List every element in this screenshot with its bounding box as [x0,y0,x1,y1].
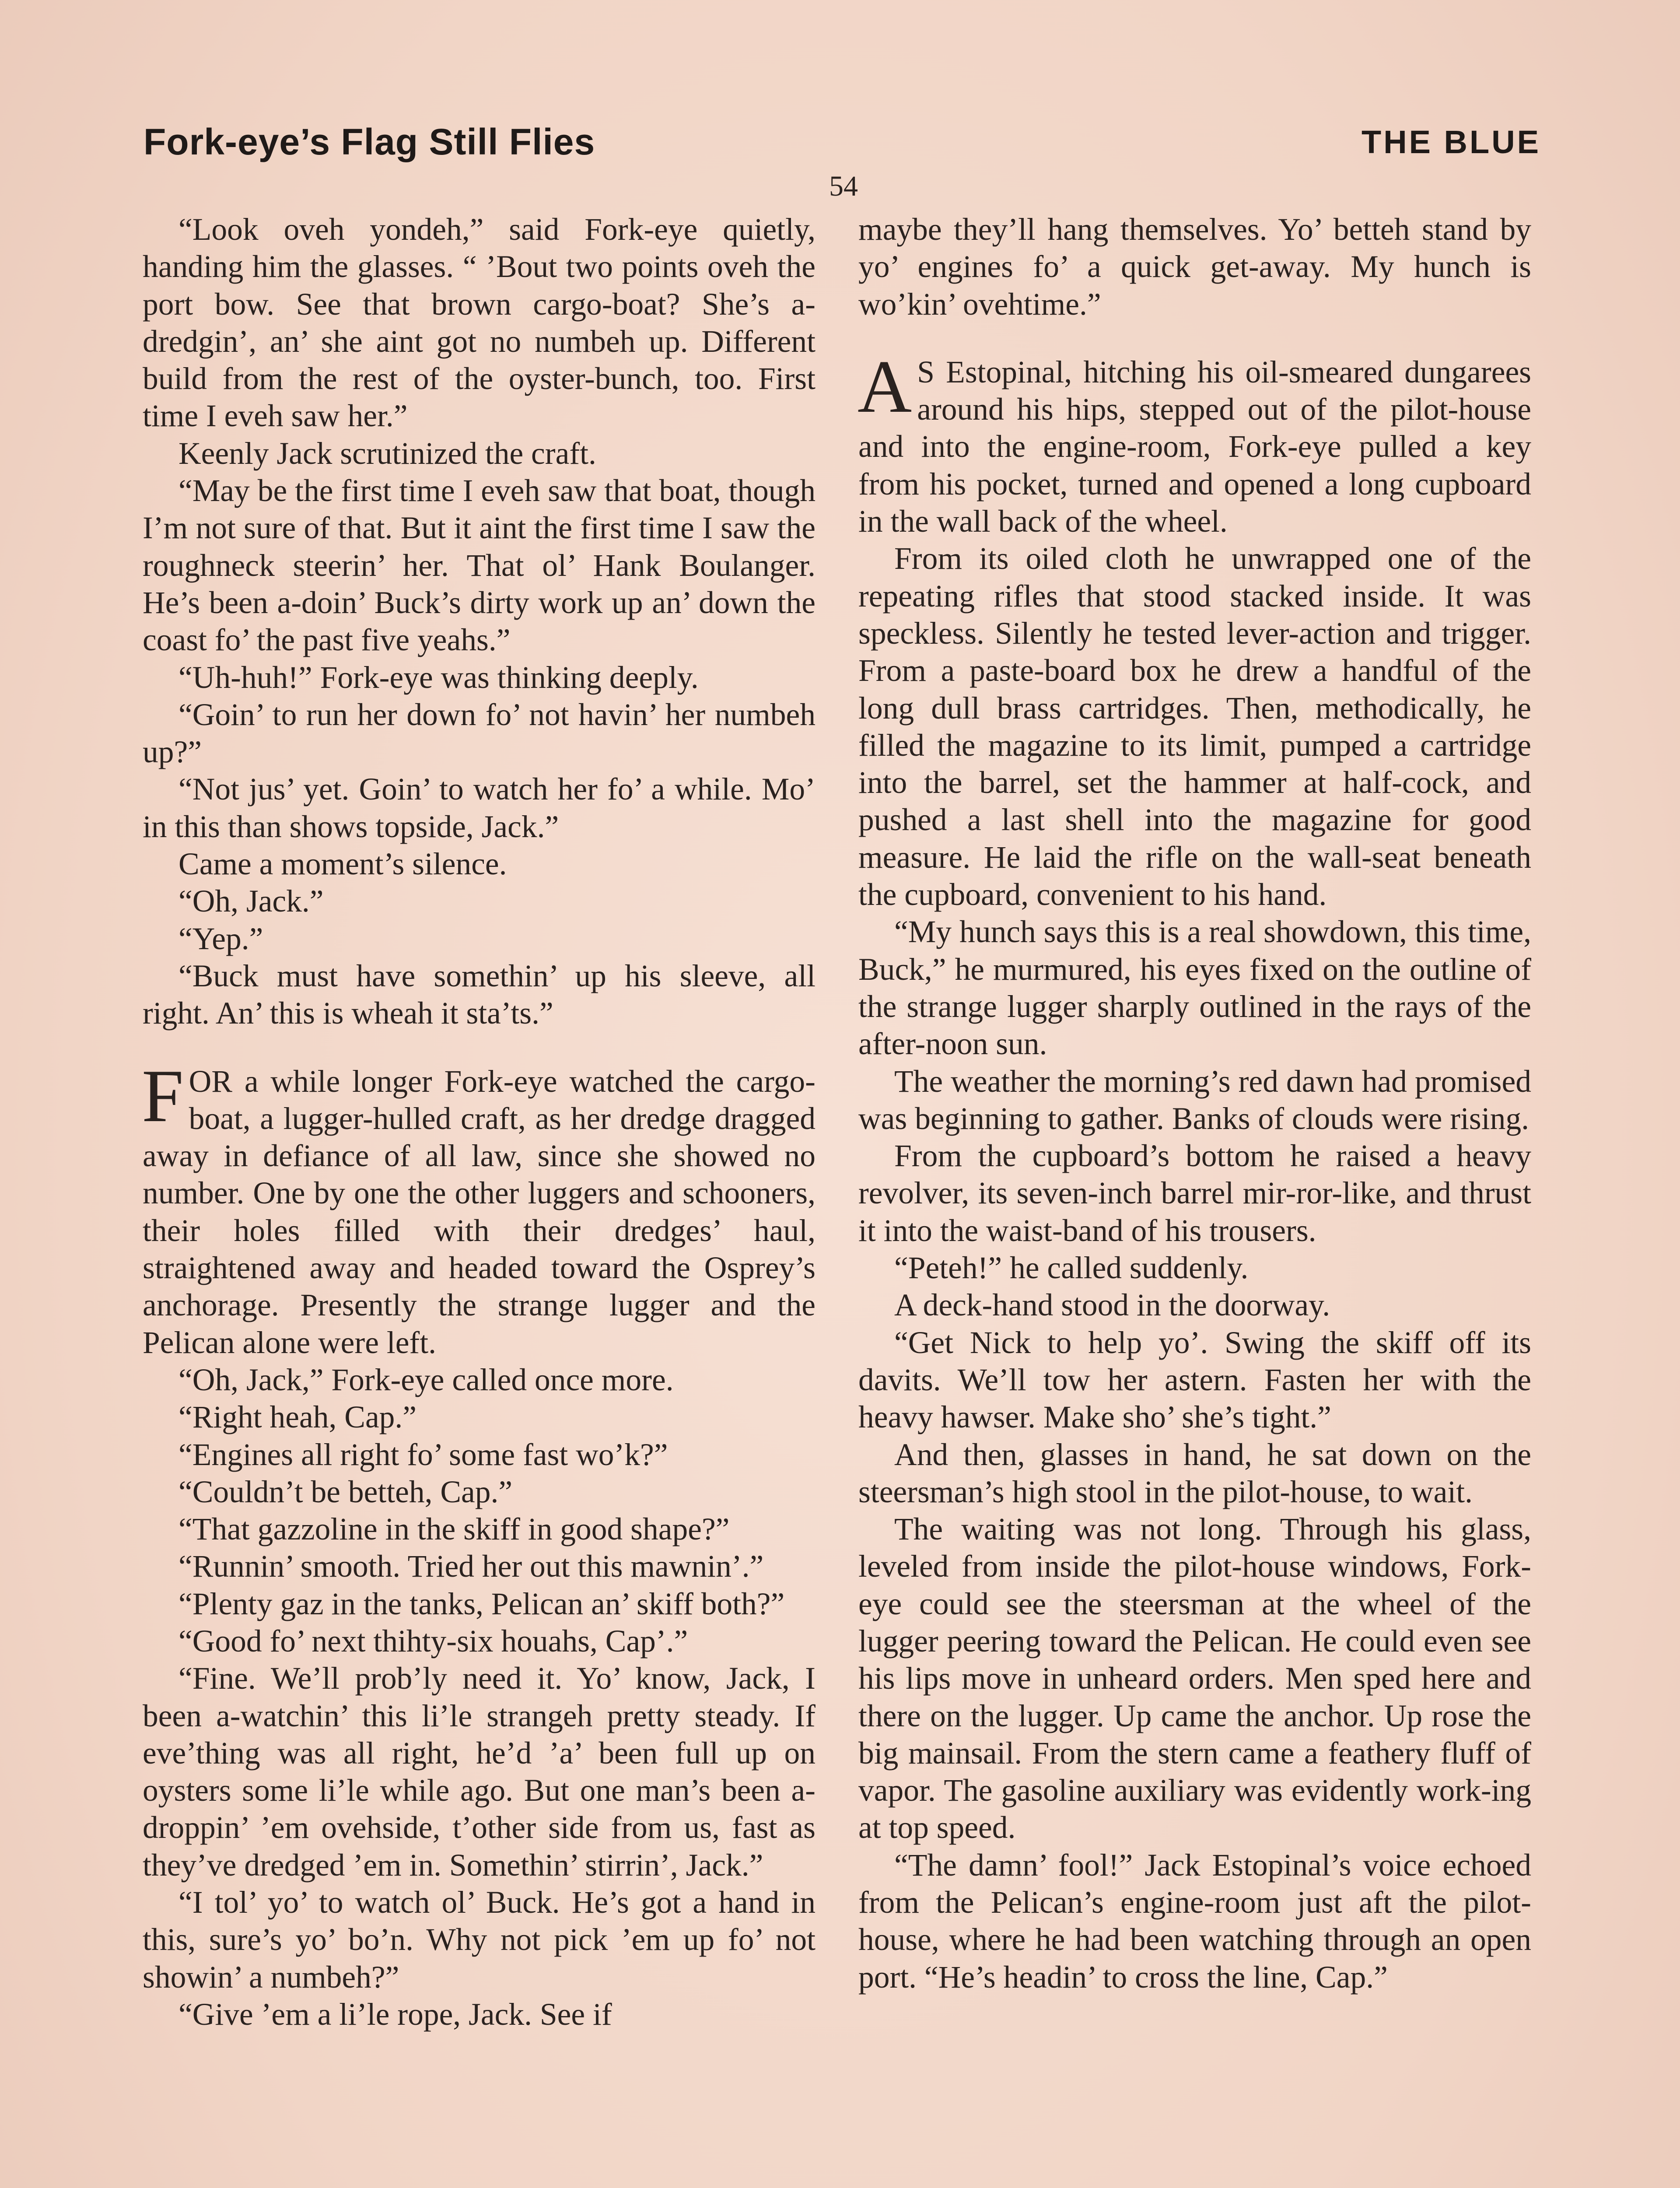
paragraph-text: “Plenty gaz in the tanks, Pelican an’ skiff both?” [178,1586,785,1621]
paragraph-text: Estopinal, hitching his oil-smeared dungarees around his hips, stepped out of the pilot-house and into the engine-room, Fork-eye pulled a key from his pocket, turned and opened a long cupboard in the wall back of the wheel. [858,354,1531,539]
paragraph-text: “My hunch says this is a real showdown, this time, Buck,” he murmured, his eyes fixed on the outline of the strange lugger sharply outlined in the rays of the after-noon sun. [858,915,1531,1062]
paragraph-text: “Engines all right fo’ some fast wo’k?” [178,1437,668,1472]
paragraph [858,1511,1531,1847]
text-column-left [143,211,816,2033]
paragraph-text: “Look oveh yondeh,” said Fork-eye quietly, handing him the glasses. “ ’Bout two points oveh the port bow. See that brown cargo-boat? She’s a-dredgin’, an’ she aint got no numbeh up. Different build from the rest of the oyster-bunch, too. First time I eveh saw her.” [143,212,816,434]
paragraph-text: “I tol’ yo’ to watch ol’ Buck. He’s got a hand in this, sure’s yo’ bo’n. Why not pick ’em up fo’ not showin’ a numbeh?” [143,1885,816,1995]
small-caps-lead: OR [189,1064,232,1099]
paragraph [143,845,816,883]
paragraph [858,540,1531,913]
magazine-name: THE BLUE [1362,124,1541,160]
page-number: 54 [829,170,858,202]
paragraph-text: The waiting was not long. Through his glass, leveled from inside the pilot-house windows, Fork-eye could see the steersman at the wheel of the lugger peering toward the Pelican. He could even see his lips move in unheard orders. Men sped here and there on the lugger. Up came the anchor. Up rose the big mainsail. From the stern came a feathery fluff of vapor. The gasoline auxiliary was evidently work-ing at top speed. [858,1512,1531,1845]
paragraph-text: A deck-hand stood in the doorway. [894,1288,1330,1323]
paragraph-text: From its oiled cloth he unwrapped one of the repeating rifles that stood stacked inside. It was speckless. Silently he tested lever-action and trigger. From a paste-board box he drew a handful of the long dull brass cartridges. Then, methodically, he filled the magazine to its limit, pumped a cartridge into the barrel, set the hammer at half-cock, and pushed a last shell into the magazine for good measure. He laid the rifle on the wall-seat beneath the cupboard, convenient to his hand. [858,541,1531,912]
paragraph-text: “Oh, Jack,” Fork-eye called once more. [178,1362,674,1397]
paragraph [142,1054,816,1361]
paragraph [143,1585,816,1623]
paragraph [858,1436,1531,1511]
paragraph [858,913,1531,1062]
paragraph [143,472,816,659]
paragraph [143,1361,816,1399]
paragraph-text: Came a moment’s silence. [178,847,507,882]
paragraph-text: “May be the first time I eveh saw that boat, though I’m not sure of that. But it aint the first time I saw the roughneck steerin’ her. That ol’ Hank Boulanger. He’s been a-doin’ Buck’s dirty work up an’ down the coast fo’ the past five yeahs.” [143,473,816,658]
paragraph-text: Keenly Jack scrutinized the craft. [178,436,596,471]
paragraph [858,1137,1531,1249]
paragraph-text: “Uh-huh!” Fork-eye was thinking deeply. [178,660,699,695]
paragraph-text: a while longer Fork-eye watched the cargo-boat, a lugger-hulled craft, as her dredge dragged away in defiance of all law, since she showed no number. One by one the other luggers and schooners, their holes filled with their dredges’ haul, straightened away and headed toward the Osprey’s anchorage. Presently the strange lugger and the Pelican alone were left. [143,1064,816,1360]
paragraph [858,1249,1531,1287]
paragraph-text: “Goin’ to run her down fo’ not havin’ her numbeh up?” [143,697,816,770]
paragraph [143,1511,816,1548]
drop-cap: A [858,345,912,428]
paragraph-text: “Good fo’ next thihty-six houahs, Cap’.” [178,1623,688,1659]
paragraph-text: “Couldn’t be betteh, Cap.” [178,1474,513,1509]
paragraph-text: The weather the morning’s red dawn had promised was beginning to gather. Banks of clouds were rising. [858,1064,1531,1136]
paragraph [143,211,816,435]
paragraph-text: “Not jus’ yet. Goin’ to watch her fo’ a while. Mo’ in this than shows topside, Jack.” [143,772,816,844]
small-caps-lead: S [917,354,934,389]
paragraph [858,1324,1531,1436]
paragraph [143,1660,816,1884]
paragraph [143,435,816,472]
drop-cap: F [142,1054,184,1138]
paragraph [143,1623,816,1660]
paragraph [143,1436,816,1473]
paragraph-text: maybe they’ll hang themselves. Yo’ betteh stand by yo’ engines fo’ a quick get-away. My hunch is wo’kin’ ovehtime.” [858,212,1531,322]
paragraph-text: “Buck must have somethin’ up his sleeve, all right. An’ this is wheah it sta’ts.” [143,958,816,1031]
paragraph-text: “The damn’ fool!” Jack Estopinal’s voice echoed from the Pelican’s engine-room just aft the pilot-house, where he had been watching through an open port. “He’s headin’ to cross the line, Cap.” [858,1848,1531,1995]
paragraph [143,659,816,696]
paragraph [858,1063,1531,1138]
paragraph-text: From the cupboard’s bottom he raised a heavy revolver, its seven-inch barrel mir-ror-like, and thrust it into the waist-band of his trousers. [858,1139,1531,1248]
paragraph-text: “Runnin’ smooth. Tried her out this mawnin’.” [178,1549,764,1584]
paragraph [858,1847,1531,1996]
paragraph-text: “Yep.” [178,921,263,956]
paragraph [143,1399,816,1436]
paragraph-text: “Oh, Jack.” [178,884,324,919]
paragraph-text: “Peteh!” he called suddenly. [894,1251,1249,1286]
paragraph-text: “That gazzoline in the skiff in good shape?” [178,1512,730,1547]
paragraph-text: “Get Nick to help yo’. Swing the skiff off its davits. We’ll tow her astern. Fasten her with the heavy hawser. Make sho’ she’s tight.” [858,1325,1531,1435]
paragraph-text: “Fine. We’ll prob’ly need it. Yo’ know, Jack, I been a-watchin’ this li’le strangeh pretty steady. If eve’thing was all right, he’d ’a’ been full up on oysters some li’le while ago. But one man’s been a-droppin’ ’em ovehside, t’other side from us, fast as they’ve dredged ’em in. Somethin’ stirrin’, Jack.” [143,1661,816,1883]
paragraph [143,1996,816,2033]
paragraph [858,1287,1531,1324]
paragraph [143,1884,816,1996]
paragraph [143,1473,816,1511]
paragraph-text: “Right heah, Cap.” [178,1400,417,1435]
paragraph [143,696,816,771]
paragraph [858,211,1531,323]
paragraph [143,883,816,920]
paragraph [143,920,816,957]
paragraph [143,957,816,1032]
paragraph [143,771,816,845]
story-title: Fork-eye’s Flag Still Flies [144,121,595,162]
paragraph [858,345,1531,540]
paragraph-text: “Give ’em a li’le rope, Jack. See if [178,1997,612,2032]
paragraph-text: And then, glasses in hand, he sat down on the steersman’s high stool in the pilot-house, to wait. [858,1437,1531,1509]
paragraph [143,1548,816,1585]
text-column-right [858,211,1531,1996]
